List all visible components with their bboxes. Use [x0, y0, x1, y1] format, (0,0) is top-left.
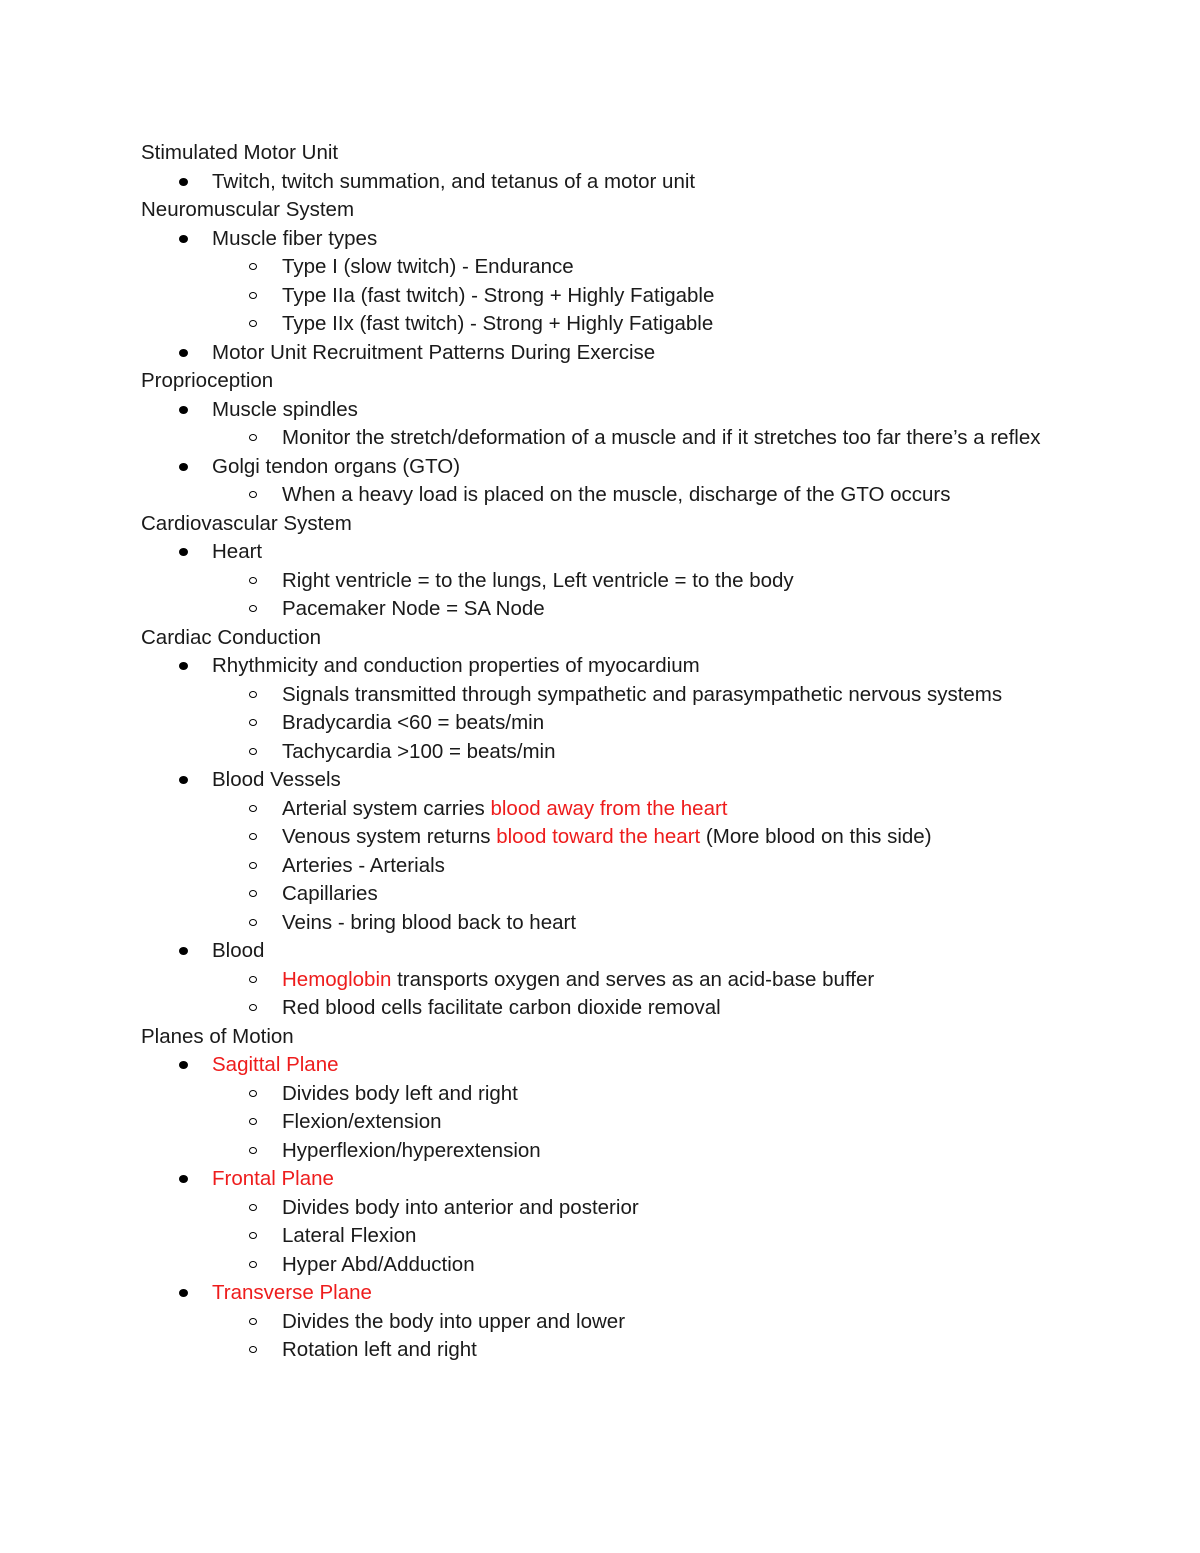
sub-list-item: [141, 1336, 1042, 1365]
list-item: [141, 396, 1081, 425]
hollow-bullet-icon: [249, 1204, 257, 1211]
highlighted-text: blood toward the heart: [496, 825, 701, 848]
hollow-bullet-icon: [249, 1232, 257, 1239]
bullet-icon: [179, 235, 188, 243]
bullet-icon: [179, 1061, 188, 1069]
sub-item-text: When a heavy load is placed on the muscle, discharge of the GTO occurs: [282, 483, 951, 506]
list-item-text: Twitch, twitch summation, and tetanus of a motor unit: [212, 169, 696, 193]
list-item: [141, 1165, 1081, 1194]
list-item: [141, 225, 1081, 254]
sub-item-text: transports oxygen and serves as an acid-base buffer: [391, 967, 875, 991]
sub-item-text: Rotation left and right: [282, 1338, 477, 1361]
section-heading: Cardiovascular System: [141, 511, 352, 535]
sub-list-item: [141, 823, 1042, 852]
hollow-bullet-icon: [249, 1318, 257, 1325]
list-item-text: Motor Unit Recruitment Patterns During Exercise: [212, 340, 656, 364]
hollow-bullet-icon: [249, 1147, 257, 1154]
bullet-icon: [179, 178, 188, 186]
sub-item-text: Hyperflexion/hyperextension: [282, 1138, 541, 1162]
bullet-icon: [179, 1175, 188, 1183]
bullet-icon: [179, 947, 188, 955]
hollow-bullet-icon: [249, 263, 257, 270]
sub-list-item: [141, 1137, 1042, 1166]
sub-item-text: Lateral Flexion: [282, 1224, 417, 1247]
sub-list-item: [141, 681, 1042, 710]
bullet-icon: [179, 1289, 188, 1297]
sub-item-text: Signals transmitted through sympathetic and parasympathetic nervous systems: [282, 682, 1003, 706]
list-item-text: Transverse Plane: [212, 1281, 372, 1304]
sub-item-text: Type I (slow twitch) - Endurance: [282, 255, 574, 278]
hollow-bullet-icon: [249, 1090, 257, 1097]
sub-list-item: [141, 1251, 1042, 1280]
sub-list-item: [141, 994, 1042, 1023]
sub-list-item: [141, 966, 1042, 995]
list-item: [141, 453, 1081, 482]
hollow-bullet-icon: [249, 1004, 257, 1011]
list-item-text: Sagittal Plane: [212, 1053, 339, 1076]
hollow-bullet-icon: [249, 862, 257, 869]
hollow-bullet-icon: [249, 292, 257, 299]
hollow-bullet-icon: [249, 691, 257, 698]
section-heading: Stimulated Motor Unit: [141, 141, 339, 164]
list-item: [141, 538, 1081, 567]
sub-list-item: [141, 738, 1042, 767]
hollow-bullet-icon: [249, 605, 257, 612]
document-body: [141, 139, 1081, 1365]
sub-item-text: Pacemaker Node = SA Node: [282, 597, 545, 620]
sub-list-item: [141, 1222, 1042, 1251]
sub-item-text: Arteries - Arterials: [282, 853, 445, 877]
list-item-text: Blood: [212, 939, 265, 962]
list-item-text: Golgi tendon organs (GTO): [212, 454, 461, 478]
sub-list-item: [141, 567, 1042, 596]
sub-list-item: [141, 481, 1042, 510]
hollow-bullet-icon: [249, 805, 257, 812]
sub-list-item: [141, 1080, 1042, 1109]
sub-list-item: [141, 1194, 1042, 1223]
list-item-text: Heart: [212, 540, 263, 563]
hollow-bullet-icon: [249, 890, 257, 897]
list-item: [141, 937, 1081, 966]
sub-item-text: Type IIx (fast twitch) - Strong + Highly Fatigable: [282, 312, 714, 335]
highlighted-text: Hemoglobin: [282, 967, 392, 991]
sub-item-text: Hyper Abd/Adduction: [282, 1252, 475, 1276]
hollow-bullet-icon: [249, 833, 257, 840]
list-item-text: Muscle fiber types: [212, 226, 378, 250]
list-item-text: Blood Vessels: [212, 768, 341, 791]
sub-item-text: Red blood cells facilitate carbon dioxide removal: [282, 996, 721, 1019]
hollow-bullet-icon: [249, 976, 257, 983]
hollow-bullet-icon: [249, 434, 257, 441]
bullet-icon: [179, 776, 188, 784]
sub-item-text: Monitor the stretch/deformation of a muscle and if it stretches too far there’s a reflex: [282, 426, 1041, 449]
sub-item-text: Venous system returns: [282, 825, 497, 848]
sub-list-item: [141, 880, 1042, 909]
sub-item-text: Divides the body into upper and lower: [282, 1309, 626, 1333]
list-item-text: Frontal Plane: [212, 1167, 334, 1190]
sub-item-text: Capillaries: [282, 882, 378, 905]
section-heading: Proprioception: [141, 369, 274, 392]
section-heading: Neuromuscular System: [141, 198, 355, 221]
sub-item-text: Tachycardia >100 = beats/min: [282, 739, 556, 763]
list-item: [141, 766, 1081, 795]
bullet-icon: [179, 406, 188, 414]
hollow-bullet-icon: [249, 1118, 257, 1125]
sub-list-item: [141, 709, 1042, 738]
sub-list-item: [141, 852, 1042, 881]
sub-item-text: Flexion/extension: [282, 1110, 442, 1133]
hollow-bullet-icon: [249, 919, 257, 926]
hollow-bullet-icon: [249, 491, 257, 498]
sub-item-text: Bradycardia <60 = beats/min: [282, 711, 545, 734]
hollow-bullet-icon: [249, 719, 257, 726]
sub-list-item: [141, 1308, 1042, 1337]
highlighted-text: blood away from the heart: [490, 796, 728, 820]
sub-list-item: [141, 282, 1042, 311]
bullet-icon: [179, 349, 188, 357]
list-item: [141, 1279, 1081, 1308]
sub-list-item: [141, 595, 1042, 624]
sub-list-item: [141, 795, 1042, 824]
sub-item-text: (More blood on this side): [700, 825, 932, 848]
hollow-bullet-icon: [249, 577, 257, 584]
sub-item-text: Veins - bring blood back to heart: [282, 910, 577, 934]
sub-item-text: Divides body into anterior and posterior: [282, 1195, 639, 1219]
hollow-bullet-icon: [249, 320, 257, 327]
sub-list-item: [141, 310, 1042, 339]
sub-list-item: [141, 253, 1042, 282]
list-item: [141, 168, 1081, 197]
section-heading: Cardiac Conduction: [141, 625, 322, 649]
sub-item-text: Arterial system carries: [282, 796, 491, 820]
hollow-bullet-icon: [249, 1346, 257, 1353]
sub-item-text: Right ventricle = to the lungs, Left ventricle = to the body: [282, 568, 794, 592]
sub-list-item: [141, 909, 1042, 938]
list-item: [141, 1051, 1081, 1080]
list-item-text: Rhythmicity and conduction properties of myocardium: [212, 654, 700, 677]
sub-item-text: Divides body left and right: [282, 1081, 518, 1105]
sub-item-text: Type IIa (fast twitch) - Strong + Highly Fatigable: [282, 283, 715, 307]
bullet-icon: [179, 548, 188, 556]
hollow-bullet-icon: [249, 748, 257, 755]
bullet-icon: [179, 662, 188, 670]
list-item: [141, 339, 1081, 368]
bullet-icon: [179, 463, 188, 471]
sub-list-item: [141, 1108, 1042, 1137]
list-item: [141, 652, 1081, 681]
hollow-bullet-icon: [249, 1261, 257, 1268]
list-item-text: Muscle spindles: [212, 397, 358, 421]
section-heading: Planes of Motion: [141, 1024, 294, 1048]
sub-list-item: [141, 424, 1042, 453]
